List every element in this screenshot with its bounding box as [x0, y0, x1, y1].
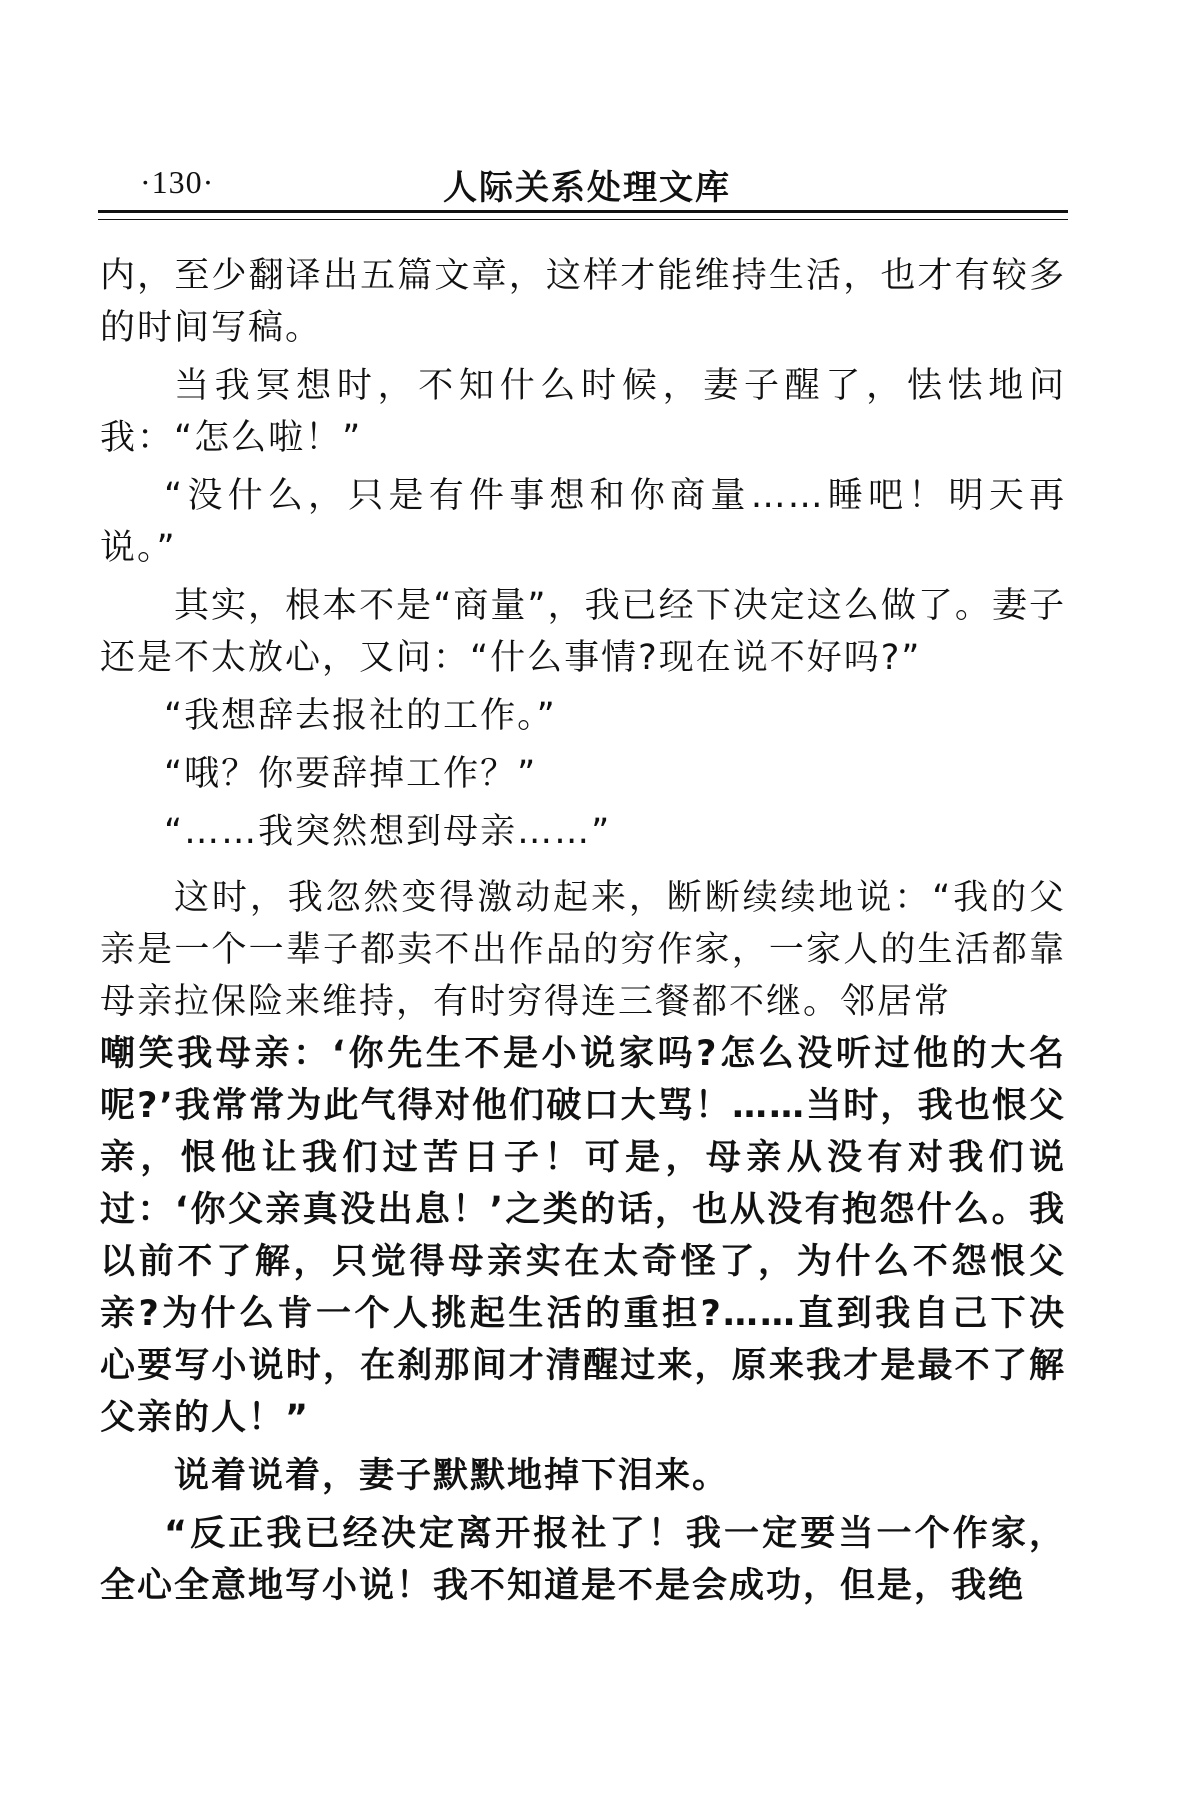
paragraph: “……我突然想到母亲……”	[164, 812, 612, 852]
paragraph: 当我冥想时，不知什么时候，妻子醒了，怯怯地问我：“怎么啦！”	[100, 366, 1066, 458]
paragraph: 内，至少翻译出五篇文章，这样才能维持生活，也才有较多的时间写稿。	[100, 256, 1066, 348]
page-header	[98, 160, 1068, 210]
header-rule-thin	[98, 219, 1068, 220]
header-rule-thick	[98, 210, 1068, 213]
paragraph: “哦？你要辞掉工作？”	[164, 754, 538, 794]
page-number: ·130·	[140, 164, 215, 200]
paragraph: 嘲笑我母亲：‘你先生不是小说家吗?怎么没听过他的大名呢?’我常常为此气得对他们破口大骂！……当时，我也恨父亲，恨他让我们过苦日子！可是，母亲从没有对我们说过：‘你父亲真没出息！’之类的话，也从没有抱怨什么。我以前不了解，只觉得母亲实在太奇怪了，为什么不怨恨父亲?为什么肯一个人挑起生活的重担?……直到我自己下决心要写小说时，在刹那间才清醒过来，原来我才是最不了解父亲的人！”	[100, 1034, 1066, 1438]
paragraph: 其实，根本不是“商量”，我已经下决定这么做了。妻子还是不太放心，又问：“什么事情?现在说不好吗?”	[100, 586, 1066, 678]
body-text	[100, 250, 1066, 1612]
running-title: 人际关系处理文库	[443, 168, 731, 208]
paragraph: 这时，我忽然变得激动起来，断断续续地说：“我的父亲是一个一辈子都卖不出作品的穷作家，一家人的生活都靠母亲拉保险来维持，有时穷得连三餐都不继。邻居常	[100, 878, 1066, 1022]
paragraph: 说着说着，妻子默默地掉下泪来。	[174, 1456, 730, 1496]
paragraph: “我想辞去报社的工作。”	[164, 696, 557, 736]
paragraph: “没什么，只是有件事想和你商量……睡吧！明天再说。”	[100, 476, 1066, 568]
paragraph: “反正我已经决定离开报社了！我一定要当一个作家，全心全意地写小说！我不知道是不是会成功，但是，我绝	[100, 1514, 1066, 1606]
